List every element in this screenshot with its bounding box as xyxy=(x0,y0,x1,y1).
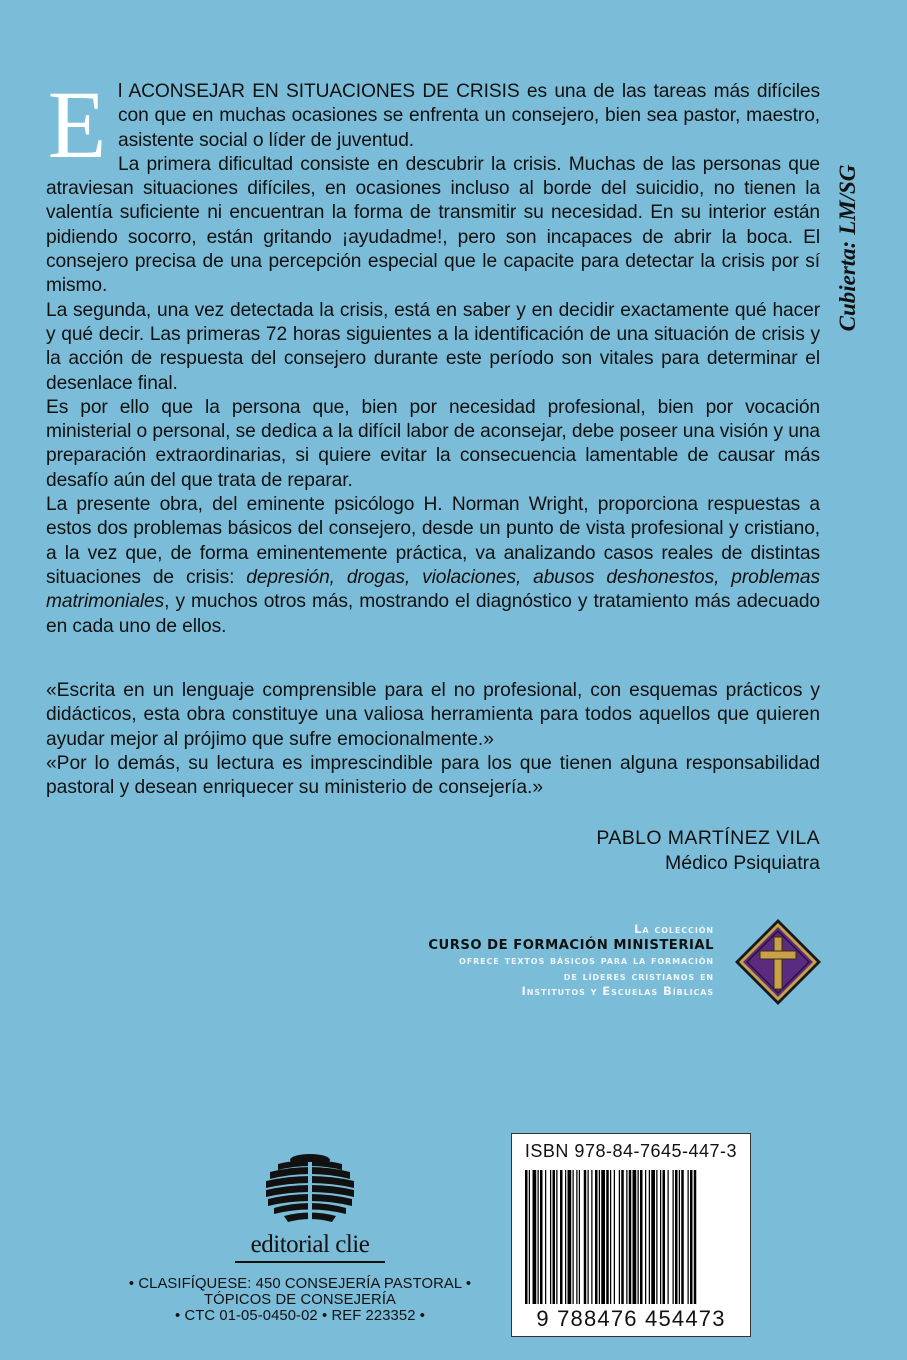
isbn-barcode xyxy=(511,1133,751,1337)
quote-line-2: «Por lo demás, su lectura es imprescindible para los que tienen alguna responsabilidad pastoral y desean enriquecer su ministerio de consejería.» xyxy=(46,752,820,799)
endorsement-signature xyxy=(596,826,820,876)
paragraph-first-difficulty: La primera dificultad consiste en descubrir la crisis. Muchas de las personas que atraviesan situaciones difíciles, en ocasiones incluso al borde del suicidio, no tienen la valentía suficiente ni encuentran la forma de transmitir su necesidad. En su interior están pidiendo socorro, están gritando ¡ayudadme!, pero son incapaces de abrir la boca. El consejero precisa de una percepción especial que le capacite para detectar la crisis por sí mismo. xyxy=(46,153,820,297)
lead-rest: es una de las tareas más difíciles con que en muchas ocasiones se enfrenta un consejero, bien sea pastor, maestro, asistente social o líder de juventud. xyxy=(118,81,820,151)
quote-line-1: «Escrita en un lenguaje comprensible para el no profesional, con esquemas prácticos y didácticos, esta obra constituye una valiosa herramienta para todos aquellos que quieren ayudar mejor al prójimo que sufre emocionalmente.» xyxy=(46,680,820,750)
dropcap-letter: E xyxy=(47,71,107,178)
classification-info xyxy=(108,1276,492,1324)
description-text xyxy=(46,71,820,639)
cross-emblem-icon xyxy=(733,917,823,1007)
lead-caps: l ACONSEJAR EN SITUACIONES DE CRISIS xyxy=(118,81,520,102)
isbn-number: ISBN 978-84-7645-447-3 xyxy=(524,1141,738,1161)
paragraph-work-summary xyxy=(46,493,820,639)
collection-line-4: de líderes cristianos en xyxy=(563,968,714,983)
summary-end: , y muchos otros más, mostrando el diagnóstico y tratamiento más adecuado en cada uno de ellos. xyxy=(46,591,820,637)
barcode-digits: 9 788476 454473 xyxy=(536,1306,726,1331)
collection-info xyxy=(428,922,714,1000)
endorsement-quote xyxy=(46,679,820,800)
paragraph-preparation: Es por ello que la persona que, bien por necesidad profesional, bien por vocación ministerial o personal, se dedica a la difícil labor de aconsejar, debe poseer una visión y una preparación extraordinarias, si quiere evitar la consecuencia lamentable de causar más desafío aún del que trata de reparar. xyxy=(46,396,820,491)
classification-line-2: TÓPICOS DE CONSEJERÍA xyxy=(203,1292,397,1308)
paragraph-intro xyxy=(46,80,820,153)
paragraph-second-difficulty: La segunda, una vez detectada la crisis, está en saber y en decidir exactamente qué hacer y qué decir. Las primeras 72 horas siguientes a la identificación de una situación de crisis y la acción de respuesta del consejero durante este período son vitales para determinar el desenlace final. xyxy=(46,299,820,394)
barcode-bars-icon xyxy=(525,1170,738,1304)
publisher-logo xyxy=(262,1150,358,1232)
summary-start: La presente obra, del eminente psicólogo H. Norman Wright, proporciona respuestas a estos dos problemas básicos del consejero, desde un punto de vista profesional y cristiano, a la vez que, de forma eminentemente práctica, va analizando casos reales de distintas situaciones de crisis: xyxy=(46,494,820,588)
author-name: PABLO MARTÍNEZ VILA xyxy=(596,827,820,849)
classification-line-3: • CTC 01-05-0450-02 • REF 223352 • xyxy=(174,1308,426,1324)
collection-line-1: La colección xyxy=(634,922,714,936)
collection-line-5: Institutos y Escuelas Bíblicas xyxy=(521,984,714,998)
classification-line-1: • CLASIFÍQUESE: 450 CONSEJERÍA PASTORAL • xyxy=(128,1276,472,1292)
publisher-underline xyxy=(235,1261,385,1263)
collection-line-3: ofrece textos básicos para la formación xyxy=(459,953,714,967)
open-book-globe-icon xyxy=(262,1150,358,1232)
collection-heading: CURSO DE FORMACIÓN MINISTERIAL xyxy=(428,937,714,953)
author-title: Médico Psiquiatra xyxy=(665,852,820,874)
publisher-name: editorial clie xyxy=(250,1231,370,1258)
cover-credit-text: Cubierta: LM/SG xyxy=(835,164,860,332)
cover-credit xyxy=(818,150,878,350)
summary-crisis-list: depresión, drogas, violaciones, abusos deshonestos, problemas matrimoniales xyxy=(46,566,820,613)
